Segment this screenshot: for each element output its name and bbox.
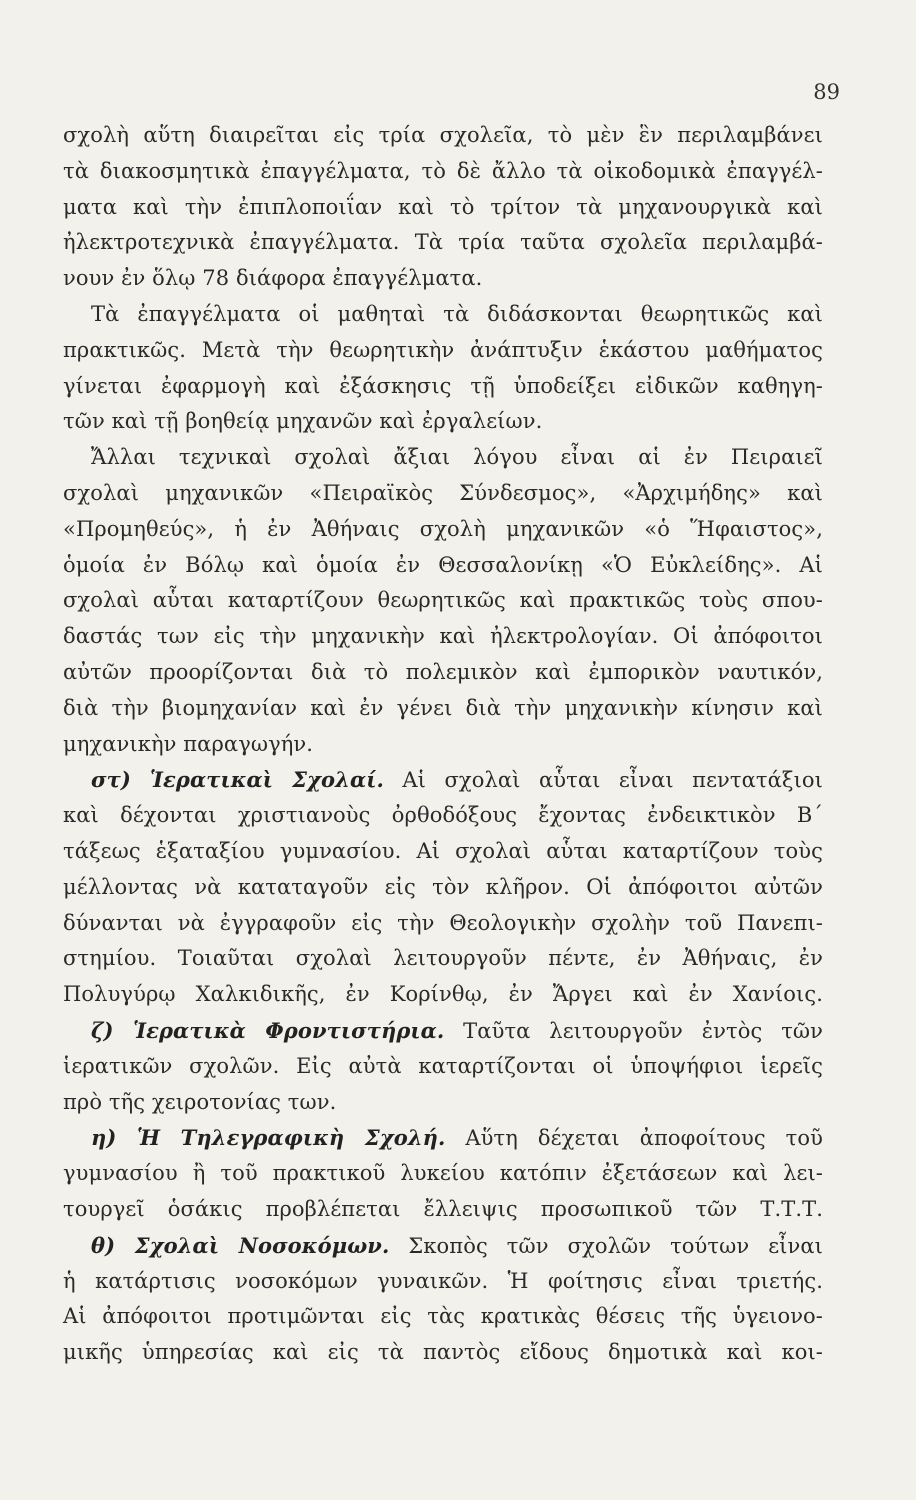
text-line	[63, 1299, 823, 1335]
line-text: νουν ἐν ὅλῳ 78 διάφορα ἐπαγγέλματα.	[63, 266, 483, 291]
text-line	[63, 655, 823, 691]
line-text: σχολὴ αὕτη διαιρεῖται εἰς τρία σχολεῖα, τὸ μὲν ἓν περιλαμβάνει	[63, 123, 823, 147]
text-line	[63, 190, 823, 226]
line-text: γυμνασίου ἢ τοῦ πρακτικοῦ λυκείου κατόπιν ἐξετάσεων καὶ λει-	[63, 1161, 823, 1186]
line-text: καὶ δέχονται χριστιανοὺς ὀρθοδόξους ἔχοντας ἐνδεικτικὸν Β΄	[63, 803, 823, 828]
page-number: 89	[813, 80, 840, 104]
line-text: ματα καὶ τὴν ἐπιπλοποιΐαν καὶ τὸ τρίτον τὰ μηχανουργικὰ καὶ	[63, 194, 823, 219]
text-line	[63, 261, 823, 297]
text-line	[63, 118, 823, 154]
line-text: ἡ κατάρτισις νοσοκόμων γυναικῶν. Ἡ φοίτησις εἶναι τριετής.	[63, 1268, 823, 1293]
line-text: Σκοπὸς τῶν σχολῶν τούτων εἶναι	[389, 1233, 823, 1258]
line-text: δαστάς των εἰς τὴν μηχανικὴν καὶ ἠλεκτρολογίαν. Οἱ ἀπόφοιτοι	[63, 624, 823, 649]
text-line	[63, 1335, 823, 1371]
line-text: τὰ διακοσμητικὰ ἐπαγγέλματα, τὸ δὲ ἄλλο τὰ οἰκοδομικὰ ἐπαγγέλ-	[63, 158, 823, 183]
text-line	[63, 225, 823, 261]
line-text: Πολυγύρῳ Χαλκιδικῆς, ἐν Κορίνθῳ, ἐν Ἄργει καὶ ἐν Χανίοις.	[63, 982, 823, 1007]
text-line	[63, 941, 823, 977]
text-line	[63, 1192, 823, 1228]
line-text: μηχανικὴν παραγωγήν.	[63, 731, 314, 756]
text-line	[63, 870, 823, 906]
text-line	[63, 906, 823, 942]
text-line	[63, 834, 823, 870]
body-text	[63, 118, 823, 1371]
line-text: μέλλοντας νὰ καταταγοῦν εἰς τὸν κλῆρον. Οἱ ἀπόφοιτοι αὐτῶν	[63, 874, 823, 899]
text-line	[63, 798, 823, 834]
line-text: Αὕτη δέχεται ἀποφοίτους τοῦ	[445, 1126, 823, 1151]
text-line	[63, 1085, 823, 1121]
line-text: γίνεται ἐφαρμογὴ καὶ ἐξάσκησις τῇ ὑποδείξει εἰδικῶν καθηγη-	[63, 373, 823, 398]
text-line	[63, 1049, 823, 1085]
text-line	[63, 512, 823, 548]
line-text: ἱερατικῶν σχολῶν. Εἰς αὐτὰ καταρτίζονται οἱ ὑποψήφιοι ἱερεῖς	[63, 1053, 823, 1078]
text-line	[63, 440, 823, 476]
text-line	[63, 154, 823, 190]
line-text: Αἱ ἀπόφοιτοι προτιμῶνται εἰς τὰς κρατικὰς θέσεις τῆς ὑγειονο-	[63, 1304, 823, 1329]
line-text: Αἱ σχολαὶ αὗται εἶναι πεντατάξιοι	[383, 768, 823, 793]
text-line	[63, 1264, 823, 1300]
line-text: διὰ τὴν βιομηχανίαν καὶ ἐν γένει διὰ τὴν μηχανικὴν κίνησιν καὶ	[63, 695, 823, 720]
line-text: Ἄλλαι τεχνικαὶ σχολαὶ ἄξιαι λόγου εἶναι αἱ ἐν Πειραιεῖ	[91, 445, 823, 470]
line-text: Ταῦτα λειτουργοῦν ἐντὸς τῶν	[444, 1018, 824, 1043]
section-heading: η) Ἡ Τηλεγραφικὴ Σχολή.	[91, 1125, 446, 1151]
text-line	[63, 619, 823, 655]
section-heading: ζ) Ἱερατικὰ Φροντιστήρια.	[91, 1017, 445, 1043]
line-text: ἠλεκτροτεχνικὰ ἐπαγγέλματα. Τὰ τρία ταῦτα σχολεῖα περιλαμβά-	[63, 230, 823, 255]
section-heading: θ) Σχολαὶ Νοσοκόμων.	[91, 1232, 390, 1258]
line-text: μικῆς ὑπηρεσίας καὶ εἰς τὰ παντὸς εἴδους δημοτικὰ καὶ κοι-	[63, 1340, 823, 1365]
text-line	[63, 583, 823, 619]
line-text: Τὰ ἐπαγγέλματα οἱ μαθηταὶ τὰ διδάσκονται θεωρητικῶς καὶ	[91, 301, 823, 326]
line-text: πρὸ τῆς χειροτονίας των.	[63, 1089, 337, 1114]
section-heading: στ) Ἱερατικαὶ Σχολαί.	[91, 767, 384, 793]
text-line	[63, 977, 823, 1013]
line-text: αὐτῶν προορίζονται διὰ τὸ πολεμικὸν καὶ ἐμπορικὸν ναυτικόν,	[63, 659, 823, 684]
section-heading-line	[63, 1013, 823, 1049]
text-line	[63, 727, 823, 763]
line-text: δύνανται νὰ ἐγγραφοῦν εἰς τὴν Θεολογικὴν σχολὴν τοῦ Πανεπι-	[63, 910, 823, 935]
text-line	[63, 297, 823, 333]
text-line	[63, 369, 823, 405]
line-text: πρακτικῶς. Μετὰ τὴν θεωρητικὴν ἀνάπτυξιν ἑκάστου μαθήματος	[63, 337, 823, 362]
text-line	[63, 548, 823, 584]
line-text: τουργεῖ ὁσάκις προβλέπεται ἔλλειψις προσωπικοῦ τῶν Τ.Τ.Τ.	[63, 1196, 823, 1221]
line-text: τῶν καὶ τῇ βοηθείᾳ μηχανῶν καὶ ἐργαλείων.	[63, 409, 543, 434]
section-heading-line	[63, 1120, 823, 1156]
line-text: τάξεως ἑξαταξίου γυμνασίου. Αἱ σχολαὶ αὗται καταρτίζουν τοὺς	[63, 838, 823, 863]
text-line	[63, 691, 823, 727]
line-text: σχολαὶ μηχανικῶν «Πειραϊκὸς Σύνδεσμος», «Ἀρχιμήδης» καὶ	[63, 480, 823, 505]
text-line	[63, 476, 823, 512]
text-line	[63, 1156, 823, 1192]
line-text: στημίου. Τοιαῦται σχολαὶ λειτουργοῦν πέντε, ἐν Ἀθήναις, ἐν	[63, 946, 823, 971]
line-text: σχολαὶ αὗται καταρτίζουν θεωρητικῶς καὶ πρακτικῶς τοὺς σπου-	[63, 588, 823, 613]
line-text: ὁμοία ἐν Βόλῳ καὶ ὁμοία ἐν Θεσσαλονίκῃ «Ὁ Εὐκλείδης». Αἱ	[63, 552, 823, 577]
text-line	[63, 333, 823, 369]
section-heading-line	[63, 1228, 823, 1264]
section-heading-line	[63, 762, 823, 798]
text-line	[63, 404, 823, 440]
line-text: «Προμηθεύς», ἡ ἐν Ἀθήναις σχολὴ μηχανικῶν «ὁ Ἥφαιστος»,	[63, 516, 823, 541]
